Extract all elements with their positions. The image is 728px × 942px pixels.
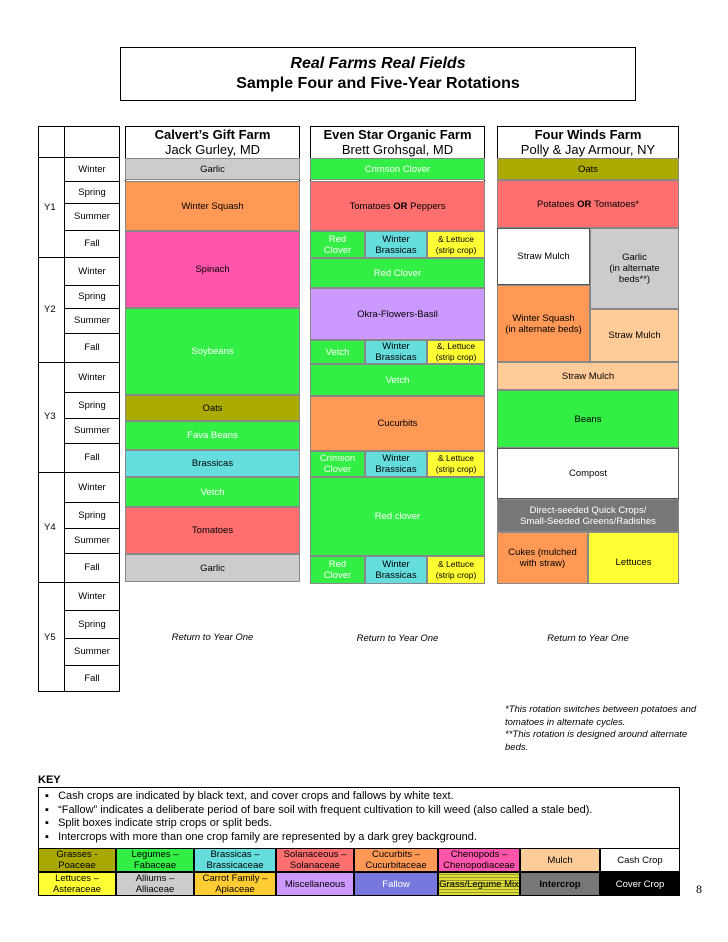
fourwinds-wsq-label: Winter Squash bbox=[512, 312, 575, 324]
evenstar-peppers: Peppers bbox=[410, 200, 446, 212]
legend-legumes: Legumes – Fabaceae bbox=[116, 848, 194, 872]
evenstar-winter-brassicas-y4 bbox=[365, 556, 427, 584]
season-fall: Fall bbox=[84, 452, 100, 463]
evenstar-brassicas-label: Brassicas bbox=[375, 464, 417, 475]
evenstar-brassicas-label: Brassicas bbox=[375, 244, 417, 256]
season-winter: Winter bbox=[78, 265, 106, 277]
legend-carrot-family: Carrot Family – Apiaceae bbox=[194, 872, 276, 896]
season-summer: Summer bbox=[74, 315, 110, 326]
season-winter: Winter bbox=[78, 371, 106, 383]
legend-mulch: Mulch bbox=[520, 848, 600, 872]
season-spring: Spring bbox=[78, 618, 106, 630]
calvert-soybeans: Soybeans bbox=[125, 308, 300, 395]
calvert-oats: Oats bbox=[125, 395, 300, 421]
season-summer: Summer bbox=[74, 535, 110, 546]
evenstar-lettuce-strip-y4 bbox=[427, 556, 485, 584]
key-bullet: ▪ Split boxes indicate strip crops or split beds. bbox=[45, 817, 273, 829]
calvert-owner: Jack Gurley, MD bbox=[164, 142, 261, 157]
evenstar-lettuce-strip-y2 bbox=[427, 340, 485, 364]
page-number: 8 bbox=[696, 882, 702, 896]
legend-fallow: Fallow bbox=[354, 872, 438, 896]
evenstar-strip-label: (strip crop) bbox=[435, 352, 477, 362]
evenstar-name: Even Star Organic Farm bbox=[323, 127, 472, 142]
evenstar-strip-label: (strip crop) bbox=[435, 464, 477, 474]
evenstar-lettuce-label: &, Lettuce bbox=[436, 341, 476, 351]
evenstar-strip-label: (strip crop) bbox=[435, 244, 477, 255]
fourwinds-compost: Compost bbox=[497, 448, 679, 499]
key-bullet-text: “Fallow” indicates a deliberate period of bare soil with frequent cultivation to kill weed (also called a stale bed). bbox=[58, 803, 593, 816]
calvert-return: Return to Year One bbox=[125, 582, 300, 692]
evenstar-cucurbits: Cucurbits bbox=[310, 396, 485, 451]
evenstar-lettuce-label: & Lettuce bbox=[438, 453, 474, 463]
evenstar-or: OR bbox=[393, 200, 408, 212]
evenstar-lettuce-strip bbox=[427, 231, 485, 258]
fourwinds-lettuces: Lettuces bbox=[588, 532, 679, 584]
evenstar-clover-label: Clover bbox=[323, 244, 352, 256]
fourwinds-straw-mulch-2: Straw Mulch bbox=[590, 309, 679, 362]
calvert-spinach: Spinach bbox=[125, 231, 300, 308]
fourwinds-oats: Oats bbox=[497, 158, 679, 180]
evenstar-winter-label: Winter bbox=[382, 341, 410, 352]
note-1: *This rotation switches between potatoes and tomatoes in alternate cycles. bbox=[505, 704, 697, 728]
legend-brassicas: Brassicas – Brassicaceae bbox=[194, 848, 276, 872]
fourwinds-straw-mulch-3: Straw Mulch bbox=[497, 362, 679, 390]
season-summer: Summer bbox=[74, 646, 110, 657]
legend-lettuces: Lettuces – Asteraceae bbox=[38, 872, 116, 896]
fourwinds-garlic bbox=[590, 228, 679, 309]
year-label-y5: Y5 bbox=[44, 632, 56, 643]
year-label-y1: Y1 bbox=[44, 202, 56, 213]
legend-miscellaneous: Miscellaneous bbox=[276, 872, 354, 896]
legend-chenopods: Chenopods – Chenopodiaceae bbox=[438, 848, 520, 872]
calvert-tomatoes: Tomatoes bbox=[125, 507, 300, 554]
title-line1: Real Farms Real Fields bbox=[290, 55, 466, 72]
season-spring: Spring bbox=[78, 291, 106, 302]
evenstar-red-clover: Red Clover bbox=[310, 258, 485, 288]
legend-alliums: Alliums – Alliaceae bbox=[116, 872, 194, 896]
evenstar-crimson-label: Crimson bbox=[319, 453, 356, 464]
evenstar-okra-flowers-basil: Okra-Flowers-Basil bbox=[310, 288, 485, 340]
evenstar-red-clover-strip-y4 bbox=[310, 556, 365, 584]
title-box bbox=[120, 47, 636, 101]
legend-cover-crop: Cover Crop bbox=[600, 872, 680, 896]
season-spring: Spring bbox=[78, 399, 106, 411]
calvert-vetch: Vetch bbox=[125, 477, 300, 507]
evenstar-clover-label: Clover bbox=[323, 570, 352, 581]
fourwinds-or: OR bbox=[577, 199, 592, 210]
fourwinds-beans: Beans bbox=[497, 390, 679, 448]
legend-intercrop: Intercrop bbox=[520, 872, 600, 896]
fourwinds-garlic-label: Garlic bbox=[622, 252, 647, 263]
legend-grass-legume-mix: Grass/Legume Mix bbox=[438, 872, 520, 896]
fourwinds-cukes: Cukes (mulched with straw) bbox=[497, 532, 588, 584]
evenstar-crimson-clover-strip bbox=[310, 451, 365, 477]
evenstar-winter-brassicas bbox=[365, 231, 427, 258]
evenstar-clover-label: Clover bbox=[323, 464, 352, 475]
key-bullet-text: Intercrops with more than one crop family are represented by a dark grey background. bbox=[58, 830, 477, 843]
evenstar-winter-label: Winter bbox=[382, 559, 410, 570]
key-bullet: ▪ Intercrops with more than one crop family are represented by a dark grey background. bbox=[45, 830, 477, 843]
key-bullet-text: Cash crops are indicated by black text, and cover crops and fallows by white text. bbox=[58, 790, 454, 802]
calvert-name: Calvert’s Gift Farm bbox=[154, 127, 271, 142]
calvert-winter-squash: Winter Squash bbox=[125, 181, 300, 231]
fourwinds-direct-line1: Direct-seeded Quick Crops/ bbox=[529, 504, 647, 516]
evenstar-strip-label: (strip crop) bbox=[435, 570, 477, 580]
year-label-y2: Y2 bbox=[44, 304, 56, 315]
evenstar-header bbox=[310, 127, 485, 157]
note-2: **This rotation is designed around alternate beds. bbox=[505, 729, 688, 753]
evenstar-tomatoes: Tomatoes bbox=[349, 200, 391, 212]
season-summer: Summer bbox=[74, 425, 110, 436]
season-fall: Fall bbox=[84, 238, 100, 249]
title-line2: Sample Four and Five-Year Rotations bbox=[236, 75, 520, 92]
evenstar-winter-brassicas-y3 bbox=[365, 451, 427, 477]
evenstar-owner: Brett Grohsgal, MD bbox=[341, 142, 454, 157]
key-bullet-text: Split boxes indicate strip crops or split beds. bbox=[58, 817, 273, 829]
legend-solanaceous: Solanaceous –Solanaceae bbox=[276, 848, 354, 872]
evenstar-return: Return to Year One bbox=[310, 584, 485, 692]
season-fall: Fall bbox=[84, 673, 100, 684]
key-bullet: ▪ Cash crops are indicated by black text, and cover crops and fallows by white text. bbox=[45, 790, 454, 802]
evenstar-vetch: Vetch bbox=[310, 364, 485, 396]
evenstar-vetch-strip: Vetch bbox=[310, 340, 365, 364]
calvert-garlic: Garlic bbox=[125, 158, 300, 180]
fourwinds-tomatoes: Tomatoes* bbox=[594, 199, 639, 210]
evenstar-lettuce-label: & Lettuce bbox=[438, 233, 474, 244]
calvert-brassicas: Brassicas bbox=[125, 450, 300, 477]
evenstar-winter-brassicas-y2 bbox=[365, 340, 427, 364]
evenstar-winter-label: Winter bbox=[382, 233, 410, 245]
fourwinds-header bbox=[497, 127, 679, 157]
evenstar-brassicas-label: Brassicas bbox=[375, 352, 417, 363]
evenstar-lettuce-label: & Lettuce bbox=[438, 559, 474, 569]
legend-cash-crop: Cash Crop bbox=[600, 848, 680, 872]
evenstar-brassicas-label: Brassicas bbox=[375, 570, 417, 581]
fourwinds-winter-squash bbox=[497, 285, 590, 362]
rotation-notes bbox=[505, 704, 705, 754]
season-winter: Winter bbox=[78, 164, 106, 175]
fourwinds-straw-mulch: Straw Mulch bbox=[497, 228, 590, 285]
calvert-garlic-y4: Garlic bbox=[125, 554, 300, 582]
season-spring: Spring bbox=[78, 509, 106, 521]
evenstar-tomatoes-peppers bbox=[310, 181, 485, 231]
fourwinds-owner: Polly & Jay Armour, NY bbox=[520, 142, 656, 157]
season-summer: Summer bbox=[74, 211, 110, 222]
fourwinds-direct-seeded bbox=[497, 499, 679, 532]
fourwinds-return: Return to Year One bbox=[497, 584, 679, 692]
season-spring: Spring bbox=[78, 186, 106, 198]
fourwinds-potatoes-tomatoes bbox=[497, 180, 679, 228]
evenstar-winter-label: Winter bbox=[382, 453, 410, 464]
evenstar-red-label: Red bbox=[328, 559, 347, 570]
year-label-y4: Y4 bbox=[44, 522, 56, 533]
season-winter: Winter bbox=[78, 590, 106, 602]
fourwinds-wsq-note: (in alternate beds) bbox=[505, 323, 582, 335]
calvert-header bbox=[125, 127, 300, 157]
fourwinds-garlic-note: (in alternate beds**) bbox=[609, 263, 660, 285]
fourwinds-name: Four Winds Farm bbox=[534, 127, 642, 142]
season-fall: Fall bbox=[84, 342, 100, 353]
season-fall: Fall bbox=[84, 562, 100, 573]
legend-grasses: Grasses - Poaceae bbox=[38, 848, 116, 872]
calvert-fava-beans: Fava Beans bbox=[125, 421, 300, 450]
year-label-y3: Y3 bbox=[44, 411, 56, 422]
evenstar-red-clover-strip bbox=[310, 231, 365, 258]
evenstar-red-label: Red bbox=[328, 233, 347, 245]
evenstar-red-clover-y4: Red clover bbox=[310, 477, 485, 556]
key-title: KEY bbox=[38, 774, 61, 786]
season-winter: Winter bbox=[78, 481, 106, 493]
fourwinds-potatoes: Potatoes bbox=[537, 199, 575, 210]
fourwinds-direct-line2: Small-Seeded Greens/Radishes bbox=[520, 515, 656, 527]
evenstar-crimson-clover: Crimson Clover bbox=[310, 158, 485, 180]
legend-cucurbits: Cucurbits – Cucurbitaceae bbox=[354, 848, 438, 872]
evenstar-lettuce-strip-y3 bbox=[427, 451, 485, 477]
key-bullet: ▪ “Fallow” indicates a deliberate period of bare soil with frequent cultivation to kill weed (also called a stale bed). bbox=[45, 803, 593, 816]
